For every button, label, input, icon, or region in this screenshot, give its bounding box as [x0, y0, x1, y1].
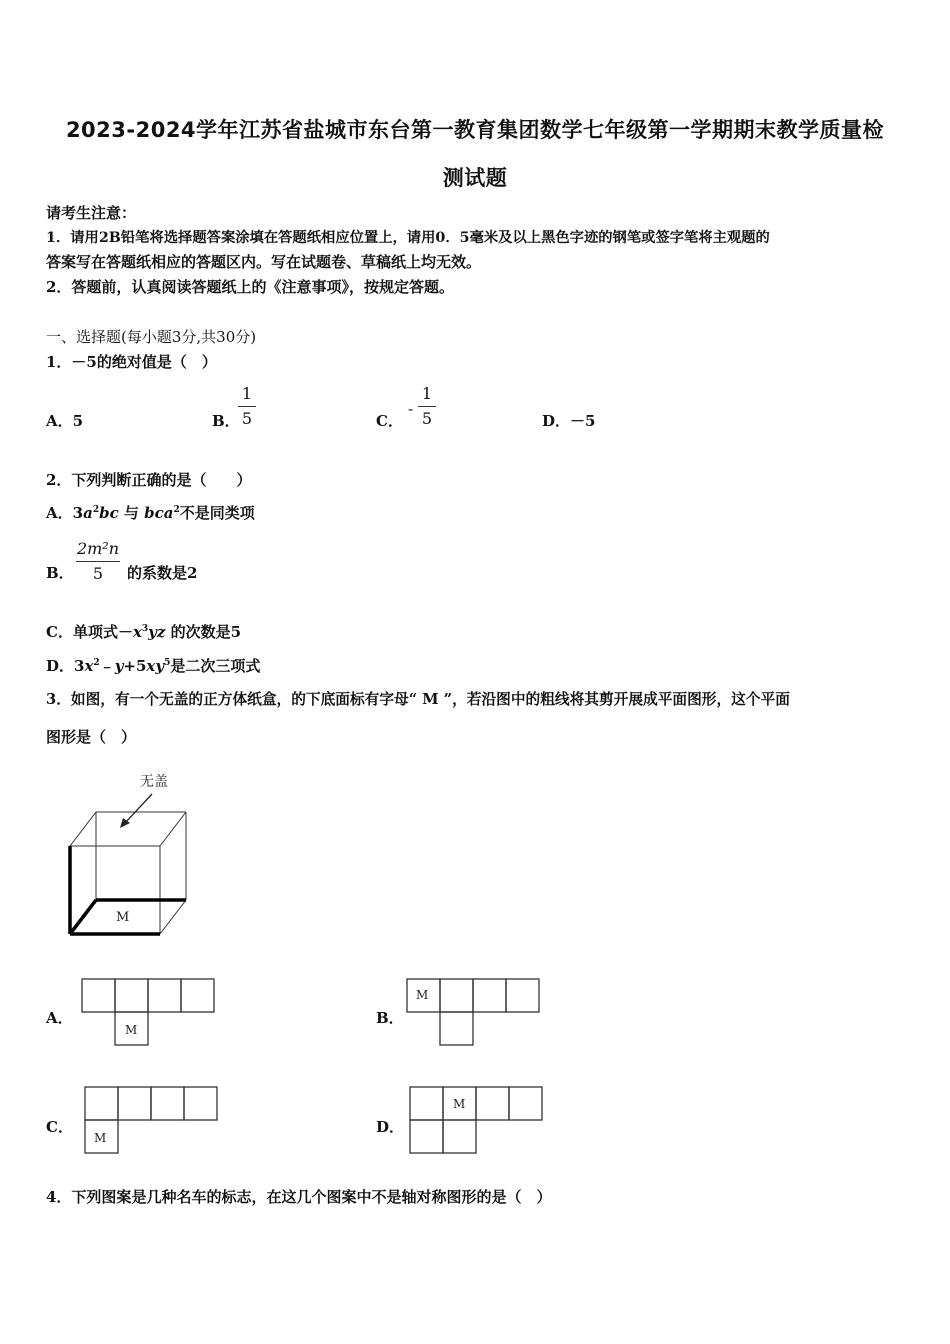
cube-edge	[160, 812, 186, 846]
fraction-bar	[76, 561, 120, 562]
q1-b-numerator: 1	[241, 384, 253, 403]
q1-option-c-fraction	[418, 385, 436, 428]
q1-c-denominator: 5	[421, 409, 433, 428]
fraction-bar	[418, 406, 436, 407]
q2-option-b-label: B．	[46, 564, 74, 582]
q2-a-and: 与	[118, 504, 145, 522]
q3-option-b-net	[405, 977, 543, 1047]
cube-caption: 无盖	[140, 774, 168, 790]
q2-option-b-fraction	[76, 540, 120, 583]
net-square	[410, 1120, 443, 1153]
section-heading: 一、选择题(每小题3分,共30分)	[46, 328, 257, 346]
net-square	[509, 1087, 542, 1120]
q2-d-exp2: 5	[164, 658, 171, 668]
q2-d-xy: xy	[146, 657, 165, 675]
q2-d-plus: +5	[123, 657, 147, 675]
q2-d-tail: 是二次三项式	[170, 657, 261, 675]
q2-c-label: C．单项式－	[46, 623, 133, 641]
q2-a-var: a	[83, 504, 93, 522]
cube-edge	[70, 812, 96, 846]
cube-cut-edge	[70, 900, 96, 934]
fraction-bar	[238, 406, 256, 407]
q2-option-b-tail: 的系数是2	[127, 564, 198, 582]
q1-option-d: D．－5	[542, 412, 596, 430]
q3-option-d-net	[408, 1085, 546, 1155]
q2-a-label: A．	[46, 504, 73, 522]
q2-d-x: x	[84, 657, 94, 675]
net-square	[148, 979, 181, 1012]
q3-stem-line1: 3．如图，有一个无盖的正方体纸盒，的下底面标有字母“ M ”，若沿图中的粗线将其剪开展成平面图形，这个平面	[46, 691, 790, 708]
q2-c-exp: 3	[141, 624, 149, 634]
q2-a-tail: 不是同类项	[179, 504, 255, 522]
open-cube-figure	[60, 768, 200, 940]
net-letter: M	[453, 1097, 466, 1111]
q1-stem: 1．－5的绝对值是（ ）	[46, 353, 217, 371]
page-title-line2: 测试题	[442, 166, 508, 190]
q1-c-numerator: 1	[421, 384, 433, 403]
net-square	[440, 1012, 473, 1045]
net-square	[82, 979, 115, 1012]
q2-a-exp: 2	[92, 505, 100, 515]
net-letter: M	[94, 1131, 107, 1145]
q2-d-exp1: 2	[93, 658, 100, 668]
net-square	[506, 979, 539, 1012]
q4-stem: 4．下列图案是几种名车的标志，在这几个图案中不是轴对称图形的是（ ）	[46, 1188, 552, 1206]
q1-option-c-label: C．	[376, 412, 403, 430]
net-square	[440, 979, 473, 1012]
net-letter: M	[125, 1023, 138, 1037]
q1-option-b-label: B．	[212, 412, 240, 430]
net-letter: M	[416, 988, 429, 1002]
q2-a-vars: bc	[99, 504, 119, 522]
q1-option-b-fraction	[238, 385, 256, 428]
q3-option-d-label: D．	[376, 1118, 405, 1136]
notice-item1-line1: 1．请用2B铅笔将选择题答案涂填在答题纸相应位置上，请用0．5毫米及以上黑色字迹的钢笔或签字笔将主观题的	[46, 230, 770, 246]
q2-c-var: x	[132, 623, 142, 641]
page-title-line1: 2023-2024学年江苏省盐城市东台第一教育集团数学七年级第一学期期末教学质量检	[65, 118, 885, 142]
q3-option-a-net	[80, 977, 218, 1047]
q2-option-a	[46, 503, 255, 523]
q2-stem: 2．下列判断正确的是（ ）	[46, 471, 252, 489]
q2-d-minus: ﹣	[99, 657, 115, 675]
q3-stem-line2: 图形是（ ）	[46, 728, 137, 746]
cube-letter: M	[116, 910, 130, 925]
net-square	[115, 979, 148, 1012]
q2-option-d	[46, 656, 260, 676]
q1-option-c-sign: -	[408, 400, 414, 418]
q1-option-a: A．5	[46, 412, 84, 430]
arrow-line	[124, 794, 152, 824]
notice-heading: 请考生注意：	[46, 204, 137, 222]
q2-a-term2: bca	[144, 504, 174, 522]
q2-c-tail: 的次数是5	[165, 623, 242, 641]
q2-c-vars: yz	[148, 623, 166, 641]
q2-d-label: D．3	[46, 657, 85, 675]
q2-b-denominator: 5	[92, 564, 104, 583]
q2-d-y: y	[114, 657, 124, 675]
net-square	[184, 1087, 217, 1120]
net-square	[443, 1120, 476, 1153]
q2-a-exp2: 2	[173, 505, 180, 515]
q2-b-numerator: 2m²n	[76, 539, 120, 558]
notice-item1-line2: 答案写在答题纸相应的答题区内。写在试题卷、草稿纸上均无效。	[46, 253, 482, 271]
q3-option-c-net	[83, 1085, 221, 1155]
q3-option-c-label: C．	[46, 1118, 73, 1136]
net-square	[181, 979, 214, 1012]
net-square	[476, 1087, 509, 1120]
q2-a-coef: 3	[72, 504, 84, 522]
q2-option-c	[46, 622, 241, 642]
q1-b-denominator: 5	[241, 409, 253, 428]
net-square	[85, 1087, 118, 1120]
cube-edge	[160, 900, 186, 934]
q3-option-a-label: A．	[46, 1009, 73, 1027]
net-square	[151, 1087, 184, 1120]
net-square	[118, 1087, 151, 1120]
net-square	[473, 979, 506, 1012]
net-square	[410, 1087, 443, 1120]
notice-item2: 2．答题前，认真阅读答题纸上的《注意事项》，按规定答题。	[46, 278, 454, 296]
q3-option-b-label: B．	[376, 1009, 404, 1027]
